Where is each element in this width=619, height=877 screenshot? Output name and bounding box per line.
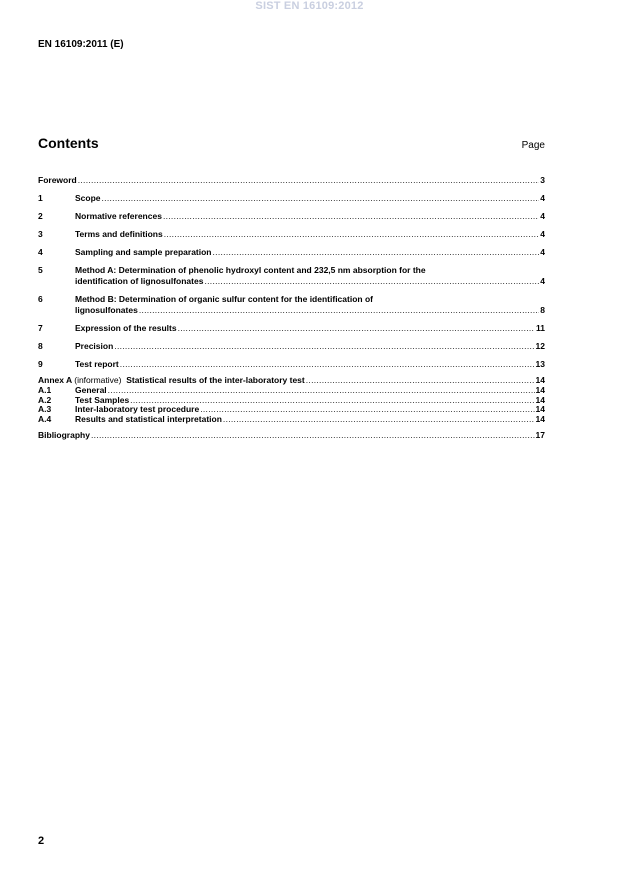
toc-entry-page: 4 xyxy=(540,276,545,286)
toc-entry-page: 14 xyxy=(535,413,545,424)
dot-leader xyxy=(306,375,535,386)
toc-entry-foreword[interactable] xyxy=(38,175,545,186)
toc-entry-number: 5 xyxy=(38,265,43,275)
dot-leader xyxy=(164,229,540,240)
toc-entry-page: 4 xyxy=(540,247,545,257)
toc-entry-8[interactable] xyxy=(38,341,545,352)
toc-entry-6[interactable] xyxy=(38,294,545,316)
toc-entry-1[interactable] xyxy=(38,193,545,204)
page-column-label: Page xyxy=(521,140,545,151)
dot-leader xyxy=(213,247,540,258)
toc-entry-page: 14 xyxy=(535,394,545,405)
toc-entry-text: Normative references xyxy=(75,211,162,221)
toc-entry-page: 12 xyxy=(535,341,545,351)
toc-entry-page: 3 xyxy=(540,175,545,185)
toc-entry-text: Inter-laboratory test procedure xyxy=(75,404,200,414)
toc-entry-page: 4 xyxy=(540,211,545,221)
toc-entry-number: A.1 xyxy=(38,385,52,395)
toc-entry-page: 11 xyxy=(536,323,545,333)
toc-entry-number: 4 xyxy=(38,247,43,257)
toc-entry-text: Expression of the results xyxy=(75,323,177,333)
toc-entry-annex-a[interactable] xyxy=(38,375,545,386)
toc-entry-a4[interactable] xyxy=(38,415,545,425)
toc-entry-text-line1: Method B: Determination of organic sulfur content for the identification of xyxy=(75,294,373,304)
dot-leader xyxy=(91,430,535,441)
toc-entry-number: 1 xyxy=(38,193,43,203)
toc-entry-page: 4 xyxy=(540,229,545,239)
annex-label: Annex A xyxy=(38,375,72,385)
dot-leader xyxy=(178,323,535,334)
dot-leader xyxy=(223,415,535,425)
toc-entry-number: 9 xyxy=(38,359,43,369)
toc-entry-page: 14 xyxy=(535,385,545,395)
toc-entry-number: A.2 xyxy=(38,394,52,405)
toc-entry-4[interactable] xyxy=(38,247,545,258)
toc-entry-page: 8 xyxy=(540,305,545,315)
dot-leader xyxy=(120,359,535,370)
toc-entry-3[interactable] xyxy=(38,229,545,240)
toc-entry-text: Terms and definitions xyxy=(75,229,163,239)
toc-entry-7[interactable] xyxy=(38,323,545,334)
dot-leader xyxy=(108,386,535,396)
toc-entry-text: Results and statistical interpretation xyxy=(75,413,222,424)
watermark: SIST EN 16109:2012 xyxy=(255,0,364,12)
toc-entry-text-line2: identification of lignosulfonates xyxy=(75,276,204,286)
toc-entry-9[interactable] xyxy=(38,359,545,370)
dot-leader xyxy=(114,341,534,352)
toc-entry-text: Test report xyxy=(75,359,119,369)
contents-title: Contents xyxy=(38,135,99,151)
toc-entry-text-line1: Method A: Determination of phenolic hydroxyl content and 232,5 nm absorption for the xyxy=(75,265,426,275)
page-number: 2 xyxy=(38,835,45,847)
toc-entry-text: Foreword xyxy=(38,175,77,185)
dot-leader xyxy=(102,193,540,204)
toc-entry-number: A.4 xyxy=(38,413,52,424)
toc-entry-bibliography[interactable] xyxy=(38,430,545,441)
dot-leader xyxy=(204,276,539,287)
dot-leader xyxy=(200,405,534,415)
toc-entry-page: 13 xyxy=(535,359,545,369)
toc-entry-2[interactable] xyxy=(38,211,545,222)
table-of-contents xyxy=(38,175,545,441)
annex-qualifier: (informative) xyxy=(74,375,122,385)
toc-entry-text: Scope xyxy=(75,193,101,203)
document-id: EN 16109:2011 (E) xyxy=(38,39,124,50)
toc-entry-page: 17 xyxy=(535,430,545,440)
dot-leader xyxy=(139,305,539,316)
toc-entry-page: 14 xyxy=(535,404,545,414)
toc-entry-text: Sampling and sample preparation xyxy=(75,247,212,257)
toc-entry-text: Bibliography xyxy=(38,430,90,440)
toc-entry-5[interactable] xyxy=(38,265,545,287)
dot-leader xyxy=(163,211,539,222)
toc-entry-page: 4 xyxy=(540,193,545,203)
toc-entry-page: 14 xyxy=(535,375,545,385)
toc-entry-number: 3 xyxy=(38,229,43,239)
annex-title: Statistical results of the inter-laboratory test xyxy=(126,375,305,385)
toc-entry-text-line2: lignosulfonates xyxy=(75,305,138,315)
toc-entry-text: Precision xyxy=(75,341,114,351)
toc-entry-text: Test Samples xyxy=(75,394,130,405)
toc-entry-number: 8 xyxy=(38,341,43,351)
toc-entry-number: A.3 xyxy=(38,404,52,414)
toc-entry-number: 6 xyxy=(38,294,43,304)
toc-entry-text: General xyxy=(75,385,107,395)
toc-entry-number: 2 xyxy=(38,211,43,221)
toc-entry-number: 7 xyxy=(38,323,43,333)
dot-leader xyxy=(78,175,540,186)
